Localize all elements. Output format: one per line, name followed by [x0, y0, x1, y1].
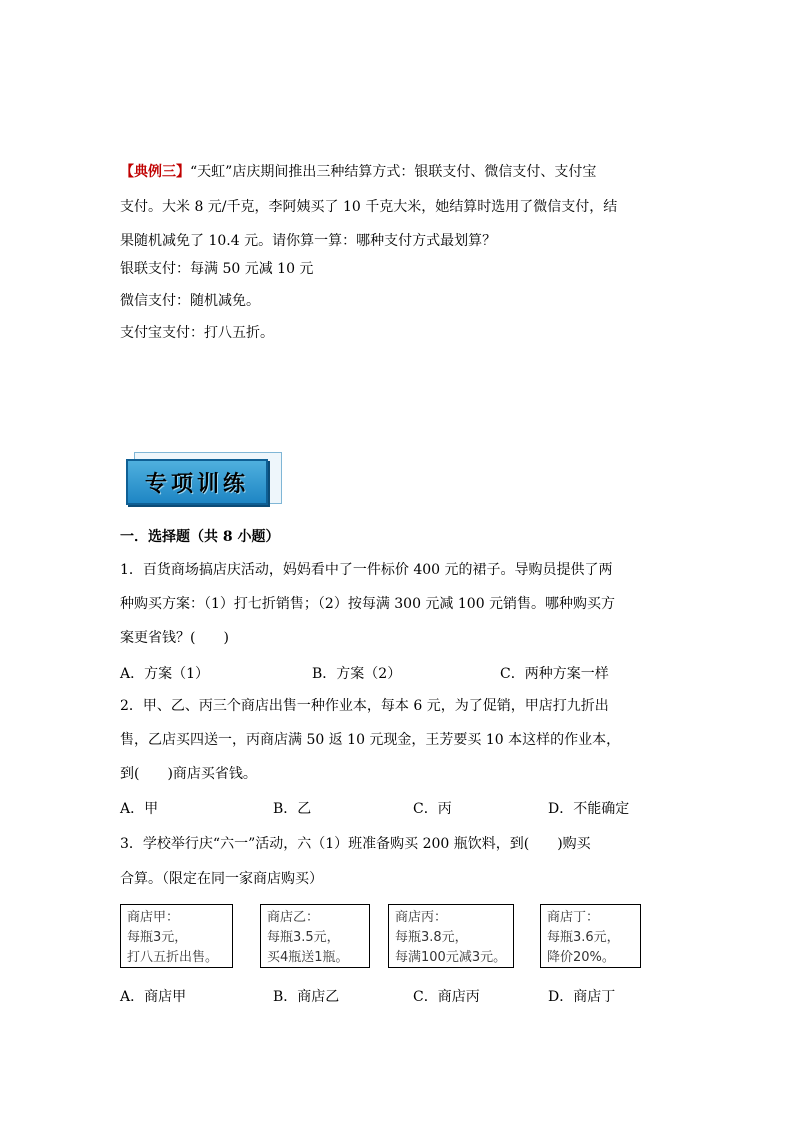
example-line-2: 支付。大米 8 元/千克，李阿姨买了 10 千克大米，她结算时选用了微信支付，结	[120, 199, 618, 215]
example-line-1	[120, 163, 596, 181]
shop-deal: 降价20%。	[547, 950, 615, 965]
shop-price: 每瓶3元，	[127, 930, 188, 945]
q2-option-a: A．甲	[120, 801, 159, 817]
shop-name: 商店甲：	[127, 910, 180, 925]
shop-box-jia	[120, 904, 233, 968]
shop-box-yi	[260, 904, 370, 968]
example-tag: 【典例三】	[120, 164, 190, 180]
shop-box-bing	[388, 904, 514, 968]
q1-line-1: 1．百货商场搞店庆活动，妈妈看中了一件标价 400 元的裙子。导购员提供了两	[120, 562, 613, 578]
q3-option-a: A．商店甲	[120, 989, 187, 1005]
shop-price: 每瓶3.8元，	[395, 930, 468, 945]
banner-title: 专项训练	[144, 470, 249, 497]
shop-name: 商店丁：	[547, 910, 600, 925]
q2-option-b: B．乙	[273, 801, 312, 817]
q3-line-2: 合算。（限定在同一家商店购买）	[120, 871, 323, 887]
shop-box-ding	[540, 904, 641, 968]
q1-option-c: C．两种方案一样	[500, 666, 609, 682]
q3-option-d: D．商店丁	[548, 989, 616, 1005]
q1-option-a: A．方案（1）	[120, 666, 210, 682]
shop-name: 商店丙：	[395, 910, 448, 925]
example-line-6: 支付宝支付：打八五折。	[120, 325, 274, 341]
q2-line-2: 售，乙店买四送一，丙商店满 50 返 10 元现金，王芳要买 10 本这样的作业本，	[120, 732, 621, 748]
shop-deal: 打八五折出售。	[127, 950, 219, 965]
q1-option-b: B．方案（2）	[312, 666, 402, 682]
banner-box	[126, 459, 268, 505]
shop-deal: 每满100元减3元。	[395, 950, 507, 965]
q3-line-1: 3．学校举行庆“六一”活动，六（1）班准备购买 200 瓶饮料，到( )购买	[120, 836, 591, 852]
q2-option-d: D．不能确定	[548, 801, 630, 817]
q2-line-1: 2．甲、乙、丙三个商店出售一种作业本，每本 6 元，为了促销，甲店打九折出	[120, 698, 609, 714]
shop-deal: 买4瓶送1瓶。	[267, 950, 349, 965]
q2-option-c: C．丙	[413, 801, 452, 817]
q3-option-b: B．商店乙	[273, 989, 340, 1005]
example-line-5: 微信支付：随机减免。	[120, 293, 260, 309]
q1-line-3: 案更省钱？( )	[120, 630, 229, 646]
section-title: 一．选择题（共 8 小题）	[120, 529, 280, 545]
q2-line-3: 到( )商店买省钱。	[120, 766, 257, 782]
section-banner	[126, 452, 282, 510]
example-text-1: “天虹”店庆期间推出三种结算方式：银联支付、微信支付、支付宝	[190, 164, 597, 180]
shop-price: 每瓶3.6元，	[547, 930, 620, 945]
q3-option-c: C．商店丙	[413, 989, 480, 1005]
example-line-3: 果随机减免了 10.4 元。请你算一算：哪种支付方式最划算？	[120, 233, 497, 249]
example-line-4: 银联支付：每满 50 元减 10 元	[120, 261, 314, 277]
shop-name: 商店乙：	[267, 910, 320, 925]
shop-price: 每瓶3.5元，	[267, 930, 340, 945]
q1-line-2: 种购买方案：（1）打七折销售；（2）按每满 300 元减 100 元销售。哪种购买方	[120, 596, 616, 612]
